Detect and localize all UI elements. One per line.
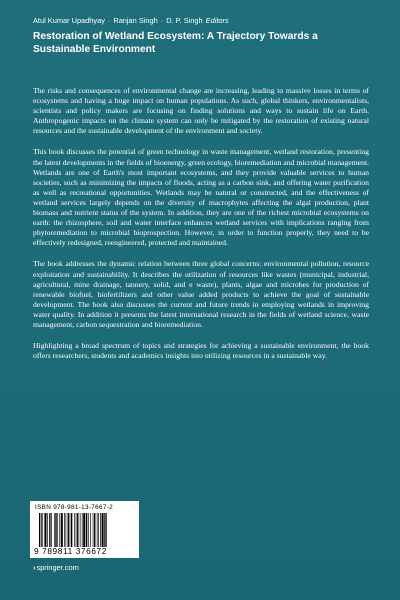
editors-line — [33, 16, 373, 26]
barcode-bar — [74, 513, 75, 547]
barcode-bar — [64, 513, 65, 547]
barcode-bar — [83, 513, 85, 547]
barcode-bar — [51, 513, 52, 547]
barcode-bar — [82, 513, 83, 547]
website-link[interactable]: springer.com — [36, 563, 79, 572]
barcode-bar — [55, 513, 56, 547]
barcode-bar — [100, 513, 101, 547]
editor-name: D. P. Singh — [166, 16, 203, 25]
barcode-bar — [49, 513, 50, 547]
barcode-bar — [106, 513, 107, 547]
barcode-bar — [71, 513, 72, 547]
barcode-bar — [57, 513, 58, 547]
barcode-bar — [42, 513, 43, 547]
barcode-box — [30, 501, 139, 558]
barcode-bar — [97, 513, 98, 547]
barcode-bar — [104, 513, 105, 547]
barcode-bar — [39, 513, 40, 547]
barcode-bar — [61, 513, 63, 547]
blurb-paragraph: The risks and consequences of environmental change are increasing, leading to massive losses in terms of ecosystems and having a huge impact on human populations. As such, global thinkers, environmentalists, scientists and policy makers are focusing on finding solutions and ways to sustain life on Earth. Anthropogenic impacts on the climate system can only be mitigated by the restoration of existing natural resources and the sustainable development of the environment and society. — [33, 86, 369, 136]
barcode-bar — [93, 513, 94, 547]
barcode-bar — [77, 513, 78, 547]
editor-name: Ranjan Singh — [113, 16, 158, 25]
barcode-bar — [59, 513, 60, 547]
barcode-bar — [70, 513, 71, 547]
barcode-bar — [76, 513, 77, 547]
barcode-bar — [102, 513, 104, 547]
isbn-label: ISBN 978-981-13-7667-2 — [35, 504, 114, 511]
barcode-bar — [98, 513, 99, 547]
editor-separator: · — [160, 16, 164, 25]
publisher-website — [33, 563, 79, 572]
barcode-bar — [44, 513, 46, 547]
barcode-bars — [39, 513, 132, 547]
editor-name: Atul Kumar Upadhyay — [33, 16, 105, 25]
cover-header — [33, 16, 373, 56]
blurb-text — [33, 86, 369, 372]
book-title: Restoration of Wetland Ecosystem: A Trajectory Towards a Sustainable Environment — [33, 31, 318, 55]
barcode-bar — [68, 513, 69, 547]
barcode-bar — [41, 513, 42, 547]
barcode-bar — [90, 513, 91, 547]
blurb-paragraph: This book discusses the potential of green technology in waste management, wetland restoration, presenting the latest developments in the fields of bioenergy, green ecology, bioremediation and microbial management. Wetlands are one of Earth's most important ecosystems, and they provide valuable services to human societies, such as minimizing the impacts of floods, acting as a carbon sink, and offering water purification as well as recreational opportunities. Wetlands may be natural or constructed, and the effectiveness of wetland services largely depends on the diversity of macrophytes affecting the algal production, plant biomass and nutrient status of the system. In addition, they are one of the richest microbial ecosystems on earth: the rhizosphere, soil and water interface enhances wetland services with implications ranging from phytoremediation to microbial bioprospection. However, in order to function properly, they need to be effectively redesigned, reengineered, protected and maintained. — [33, 147, 369, 248]
barcode-digits: 9 789811 376672 — [34, 546, 107, 556]
blurb-paragraph: The book addresses the dynamic relation between three global concerns: environmental pollution, resource exploitation and sustainability. It describes the utilization of resources like wastes (municipal, industrial, agricultural, mine drainage, tannery, solid, and e waste), plants, algae and microbes for production of renewable biofuel, biofertilizers and other value added products to achieve the goal of sustainable development. The book also discusses the current and future trends in employing wetlands in improving water quality. In addition it presents the latest international research in the fields of wetland science, waste management, carbon sequestration and bioremediation. — [33, 259, 369, 329]
barcode-bar — [54, 513, 55, 547]
barcode-bar — [80, 513, 81, 547]
editor-separator: · — [107, 16, 111, 25]
editors-role: Editors — [205, 16, 229, 25]
barcode-bar — [66, 513, 67, 547]
barcode-bar — [94, 513, 95, 547]
barcode-bar — [47, 513, 48, 547]
barcode-bar — [86, 513, 87, 547]
barcode-bar — [88, 513, 89, 547]
chevron-right-icon: › — [33, 563, 36, 572]
blurb-paragraph: Highlighting a broad spectrum of topics and strategies for achieving a sustainable environment, the book offers researchers, students and academics insights into utilizing resources in a sustainable way. — [33, 341, 369, 361]
